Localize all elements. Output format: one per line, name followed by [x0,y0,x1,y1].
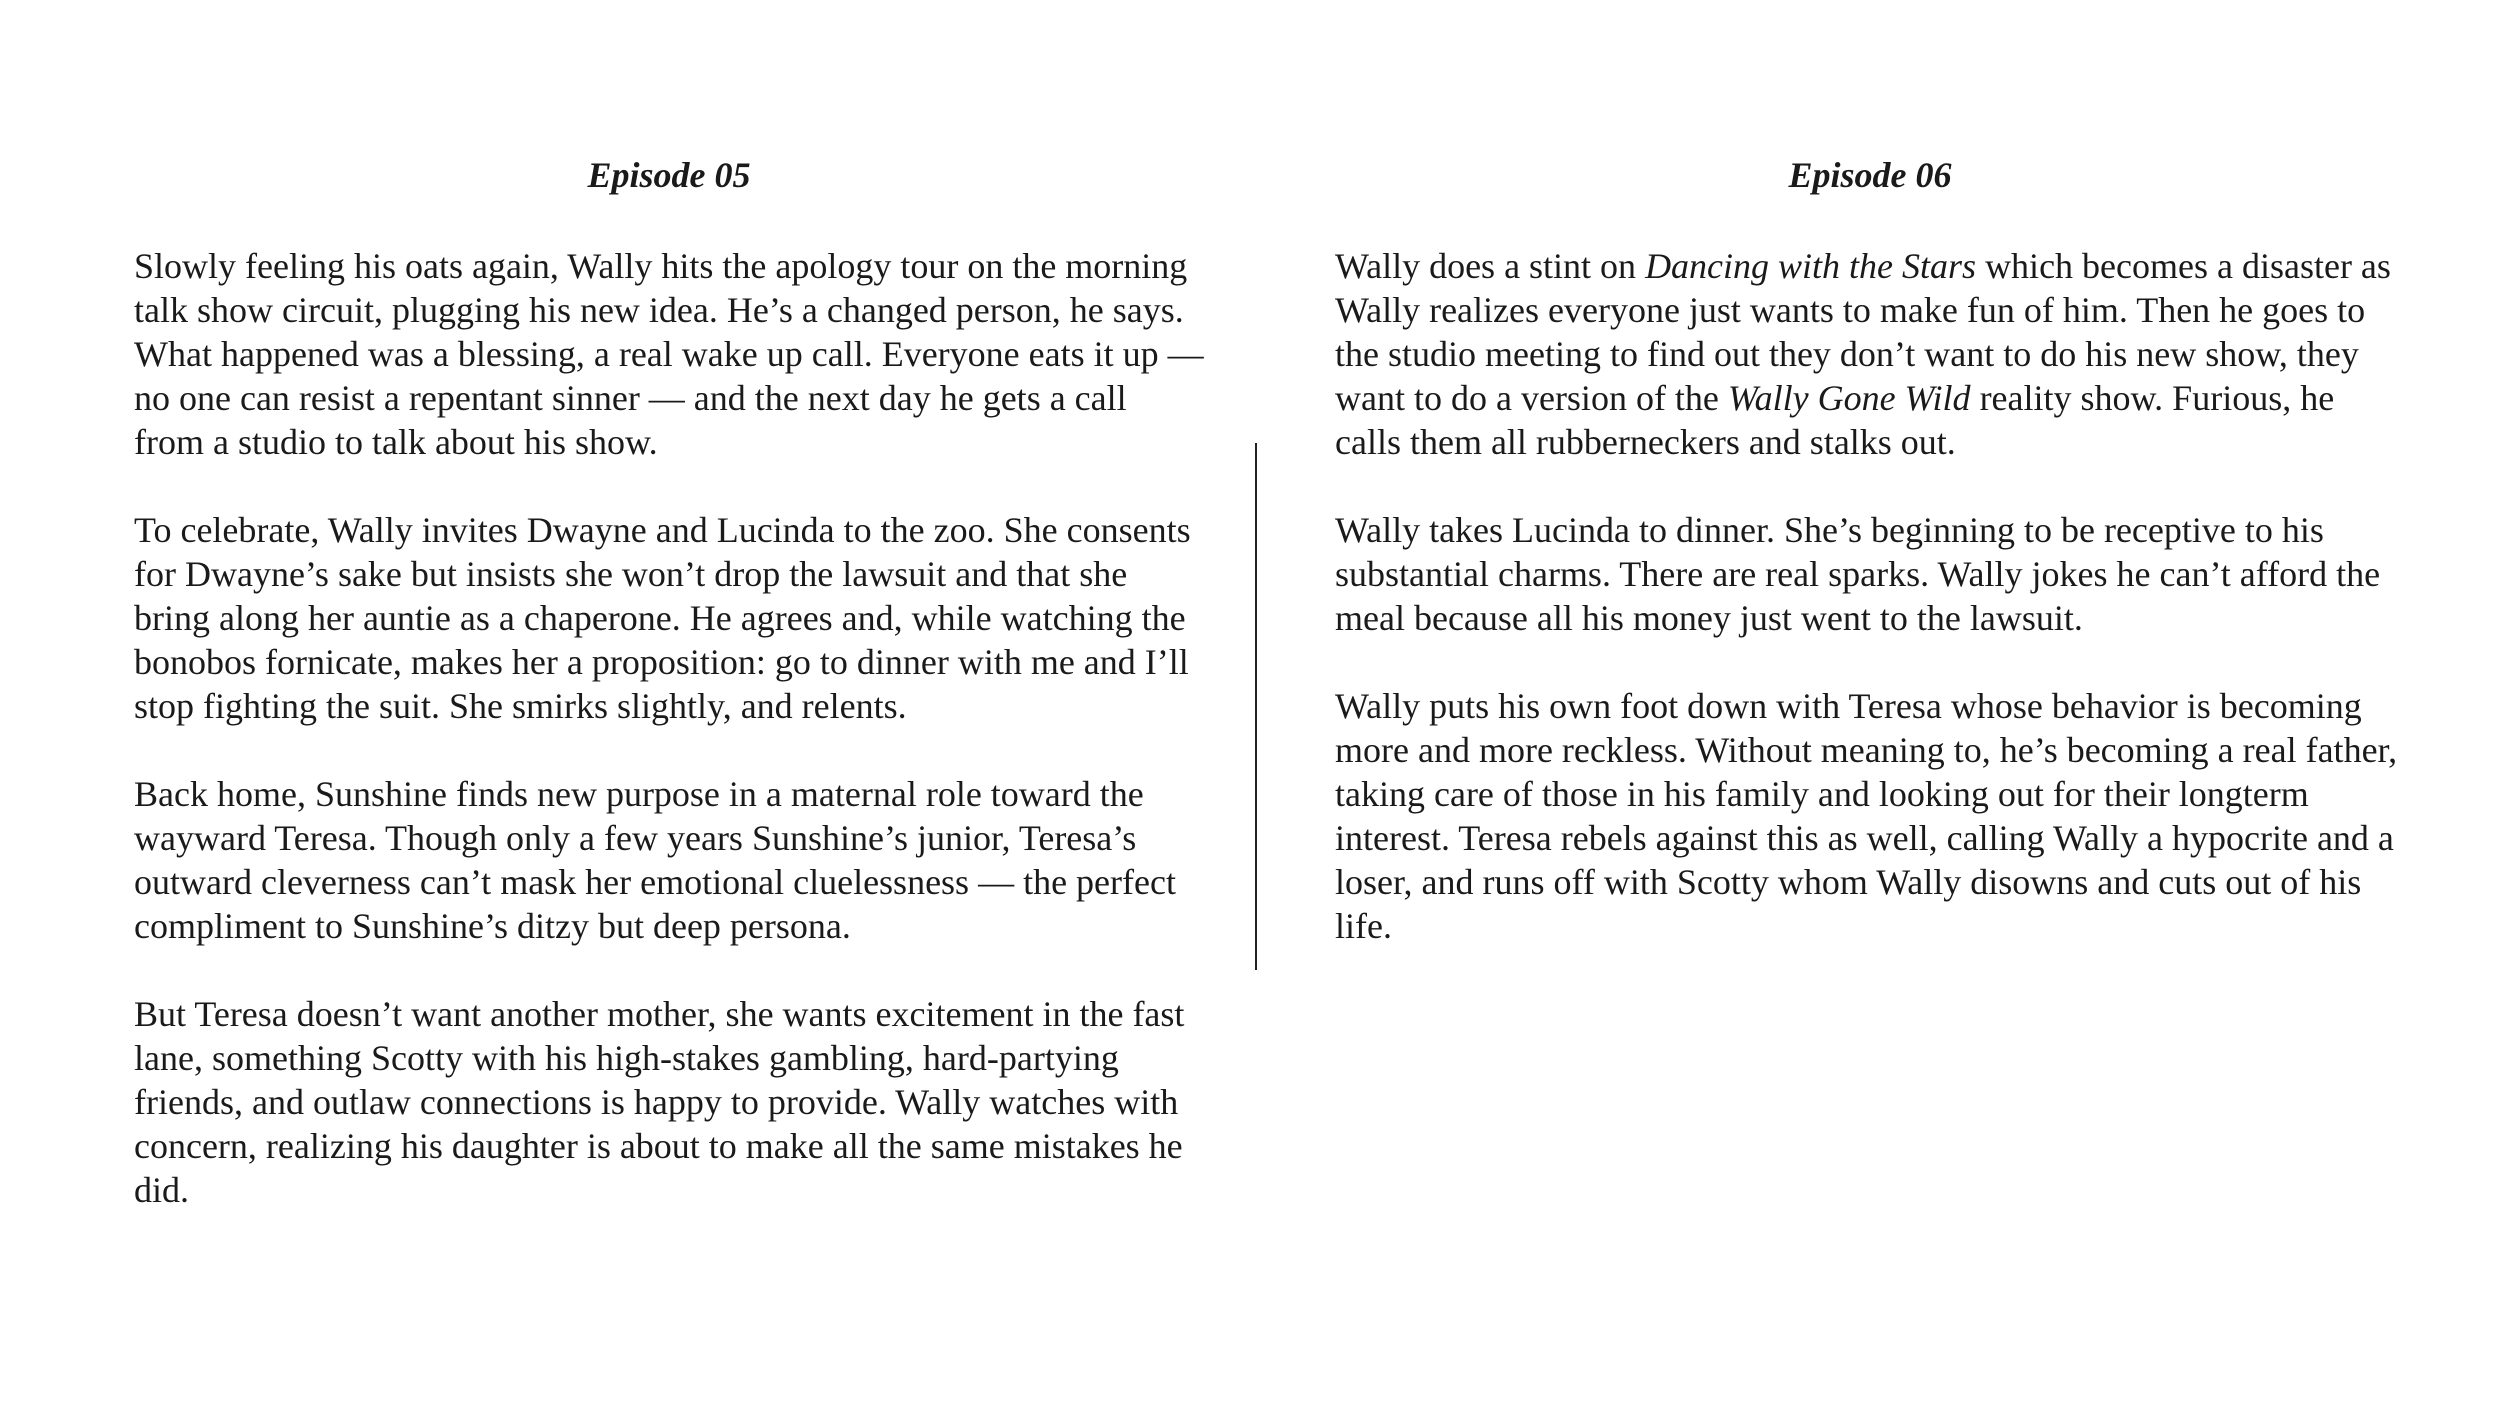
paragraph-text: Wally puts his own foot down with Teresa whose behavior is becoming more and more reckless. Without meaning to, he’s becoming a real father, taking care of those in his family and looking out for their longterm interest. Teresa rebels against this as well, calling Wally a hypocrite and a loser, and runs off with Scotty whom Wally disowns and cuts out of his life. [1335,686,2398,946]
paragraph-text: But Teresa doesn’t want another mother, she wants excitement in the fast lane, something Scotty with his high-stakes gambling, hard-partying friends, and outlaw connections is happy to provide. Wally watches with concern, realizing his daughter is about to make all the same mistakes he did. [134,994,1185,1210]
episode-06-body [1335,244,2405,948]
episode-paragraph [134,244,1204,464]
episode-paragraph [1335,244,2405,464]
italic-title-text: Wally Gone Wild [1727,378,1971,418]
episode-05-title: Episode 05 [587,155,751,195]
paragraph-text: Slowly feeling his oats again, Wally hits the apology tour on the morning talk show circuit, plugging his new idea. He’s a changed person, he says. What happened was a blessing, a real wake up call. Everyone eats it up — no one can resist a repentant sinner — and the next day he gets a call from a studio to talk about his show. [134,246,1204,462]
paragraph-text: Wally does a stint on [1335,246,1646,286]
episode-paragraph [1335,508,2405,640]
italic-title-text: Dancing with the Stars [1645,246,1977,286]
episode-06-column [1335,150,2405,992]
episode-paragraph [1335,684,2405,948]
paragraph-text: Wally takes Lucinda to dinner. She’s beginning to be receptive to his substantial charms. There are real sparks. Wally jokes he can’t afford the meal because all his money just went to the lawsuit. [1335,510,2381,638]
episode-paragraph [134,992,1204,1212]
episode-paragraph [134,508,1204,728]
paragraph-text: reality show. Furious, he calls them all rubberneckers and stalks out. [1335,378,2335,462]
episode-06-title: Episode 06 [1788,155,1952,195]
paragraph-text: To celebrate, Wally invites Dwayne and Lucinda to the zoo. She consents for Dwayne’s sake but insists she won’t drop the lawsuit and that she bring along her auntie as a chaperone. He agrees and, while watching the bonobos fornicate, makes her a proposition: go to dinner with me and I’ll stop fighting the suit. She smirks slightly, and relents. [134,510,1191,726]
paragraph-text: which becomes a disaster as Wally realizes everyone just wants to make fun of him. Then he goes to the studio meeting to find out they don’t want to do his new show, they want to do a version of the [1335,246,2391,418]
episode-05-body [134,244,1204,1212]
episode-paragraph [134,772,1204,948]
column-divider [1255,443,1257,970]
paragraph-text: Back home, Sunshine finds new purpose in a maternal role toward the wayward Teresa. Though only a few years Sunshine’s junior, Teresa’s outward cleverness can’t mask her emotional cluelessness — the perfect compliment to Sunshine’s ditzy but deep persona. [134,774,1176,946]
episode-05-column [134,150,1204,1256]
